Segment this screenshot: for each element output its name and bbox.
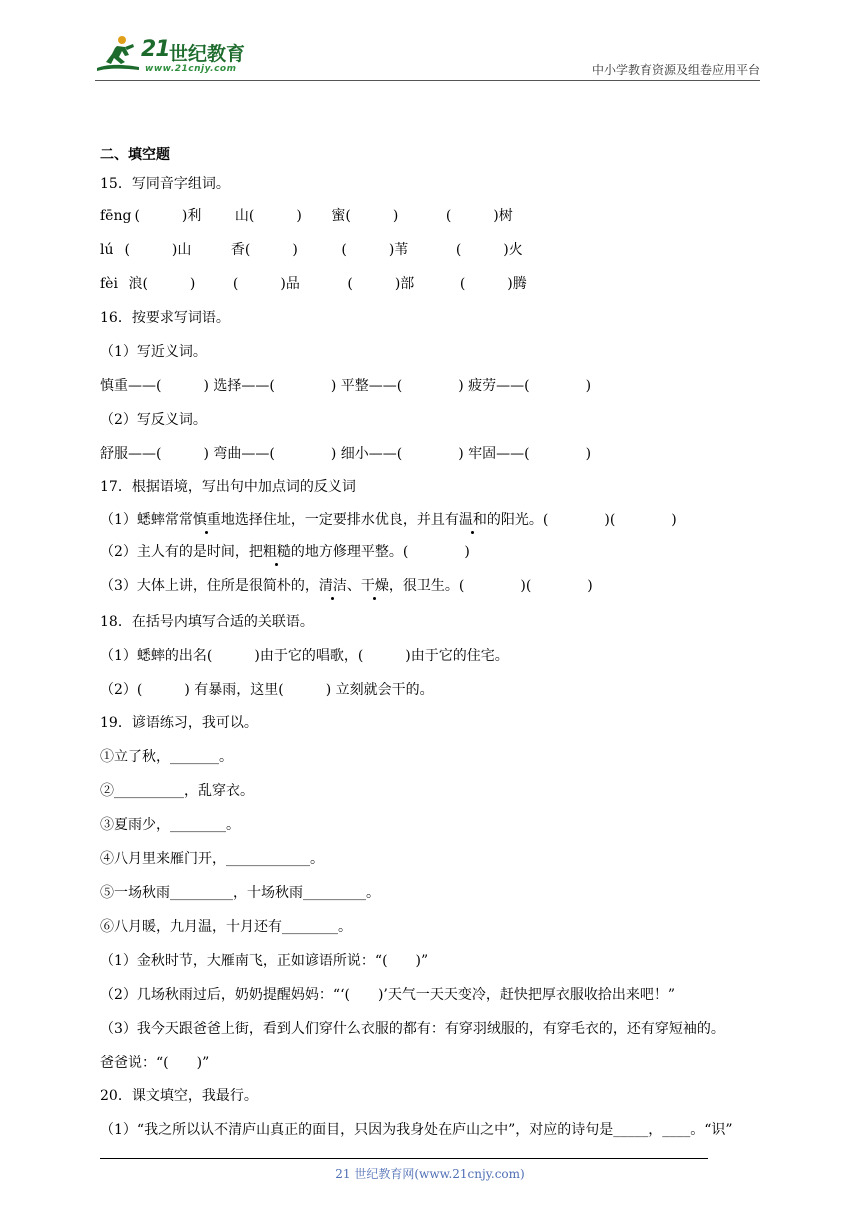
q15-blank[interactable]: ( )部 — [347, 276, 415, 292]
header-platform-text: 中小学教育资源及组卷应用平台 — [591, 63, 760, 77]
footer-divider — [100, 1158, 708, 1159]
logo-url: www.21cnjy.com — [145, 64, 237, 74]
site-logo[interactable] — [95, 28, 265, 78]
q17-sentence-2[interactable] — [100, 542, 470, 562]
q19-proverb-4[interactable]: ④八月里来雁门开，____________。 — [100, 851, 324, 867]
q17-text: 地选择住址，一定要排水优良，并且有 — [220, 512, 459, 528]
q17-text: （2）主人有的是时间，把 — [100, 544, 263, 560]
q16-sub-2: （2）写反义词。 — [100, 412, 207, 428]
page-header — [95, 28, 760, 82]
header-divider — [95, 80, 760, 81]
q15-blank[interactable]: 蜜( ) — [331, 208, 399, 224]
question-20-title: 20．课文填空，我最行。 — [100, 1088, 258, 1104]
q19-sub-3: （3）我今天跟爸爸上街，看到人们穿什么衣服的都有：有穿羽绒服的，有穿毛衣的，还有穿短袖的。 — [100, 1021, 725, 1037]
q15-blank[interactable]: 香( ) — [230, 242, 298, 258]
q15-row-2-pinyin: lú — [100, 242, 114, 258]
question-16-title: 16．按要求写词语。 — [100, 310, 230, 326]
q15-row-2 — [100, 240, 556, 260]
q15-blank[interactable]: ( )山 — [124, 242, 192, 258]
q19-proverb-6[interactable]: ⑥八月暖，九月温，十月还有________。 — [100, 919, 352, 935]
q15-row-3-pinyin: fèi — [100, 276, 118, 292]
q19-proverb-5[interactable]: ⑤一场秋雨_________，十场秋雨_________。 — [100, 885, 380, 901]
q17-sentence-3[interactable] — [100, 576, 593, 596]
q17-text: 、 — [346, 578, 361, 594]
q19-proverb-2[interactable]: ②__________，乱穿衣。 — [100, 783, 254, 799]
q15-blank[interactable]: 山( ) — [234, 208, 302, 224]
q15-blank[interactable]: 浪( ) — [128, 276, 196, 292]
question-19-title: 19．谚语练习，我可以。 — [100, 715, 258, 731]
q15-blank[interactable]: ( )苇 — [341, 242, 409, 258]
q15-blank[interactable]: ( )树 — [445, 208, 513, 224]
q16-sub-1: （1）写近义词。 — [100, 344, 207, 360]
q17-text: 的阳光。( )( ) — [486, 512, 677, 528]
q16-row-2[interactable]: 舒服——( ) 弯曲——( ) 细小——( ) 牢固——( ) — [100, 446, 592, 462]
dotted-word: 慎重 — [192, 512, 221, 528]
q17-text: 的地方修理平整。( ) — [290, 544, 470, 560]
q19-proverb-1[interactable]: ①立了秋，_______。 — [100, 749, 233, 765]
q18-sentence-2[interactable]: （2）( ) 有暴雨，这里( ) 立刻就会干的。 — [100, 682, 434, 698]
q15-blank[interactable]: ( )利 — [134, 208, 202, 224]
section-title: 二、填空题 — [100, 147, 170, 163]
logo-number: 21 — [141, 37, 170, 62]
logo-text: 世纪教育 — [169, 43, 246, 65]
q15-row-3 — [100, 274, 560, 294]
q15-row-1 — [100, 206, 546, 226]
question-18-title: 18．在括号内填写合适的关联语。 — [100, 614, 314, 630]
q15-blank[interactable]: ( )腾 — [459, 276, 527, 292]
q19-proverb-3[interactable]: ③夏雨少，________。 — [100, 817, 240, 833]
q15-row-1-pinyin: fēng — [100, 208, 132, 224]
runner-icon — [95, 34, 141, 74]
q17-sentence-1[interactable] — [100, 510, 677, 530]
dotted-word: 温和 — [458, 512, 487, 528]
question-17-title: 17．根据语境，写出句中加点词的反义词 — [100, 479, 356, 495]
q17-text: （1）蟋蟀常常 — [100, 512, 193, 528]
footer-site-link[interactable]: 21 世纪教育网(www.21cnjy.com) — [335, 1167, 525, 1181]
dotted-word: 粗糙 — [262, 544, 291, 560]
q20-sentence-1[interactable]: （1）“我之所以认不清庐山真正的面目，只因为我身处在庐山之中”，对应的诗句是_____，____。“识” — [100, 1122, 733, 1138]
q19-sub-2[interactable]: （2）几场秋雨过后，奶奶提醒妈妈：“‘( )’天气一天天变冷，赶快把厚衣服收拾出来吧！” — [100, 987, 676, 1003]
q17-text: ，很卫生。( )( ) — [388, 578, 593, 594]
dotted-word: 干燥 — [360, 578, 389, 594]
q19-sub-3-answer[interactable]: 爸爸说：“( )” — [100, 1055, 210, 1071]
q15-blank[interactable]: ( )品 — [232, 276, 300, 292]
q15-blank[interactable]: ( )火 — [455, 242, 523, 258]
dotted-word: 清洁 — [318, 578, 347, 594]
q18-sentence-1[interactable]: （1）蟋蟀的出名( )由于它的唱歌，( )由于它的住宅。 — [100, 648, 509, 664]
q16-row-1[interactable]: 慎重——( ) 选择——( ) 平整——( ) 疲劳——( ) — [100, 378, 592, 394]
q17-text: （3）大体上讲，住所是很简朴的， — [100, 578, 319, 594]
question-15-title: 15．写同音字组词。 — [100, 176, 230, 192]
q19-sub-1[interactable]: （1）金秋时节，大雁南飞，正如谚语所说：“( )” — [100, 953, 429, 969]
